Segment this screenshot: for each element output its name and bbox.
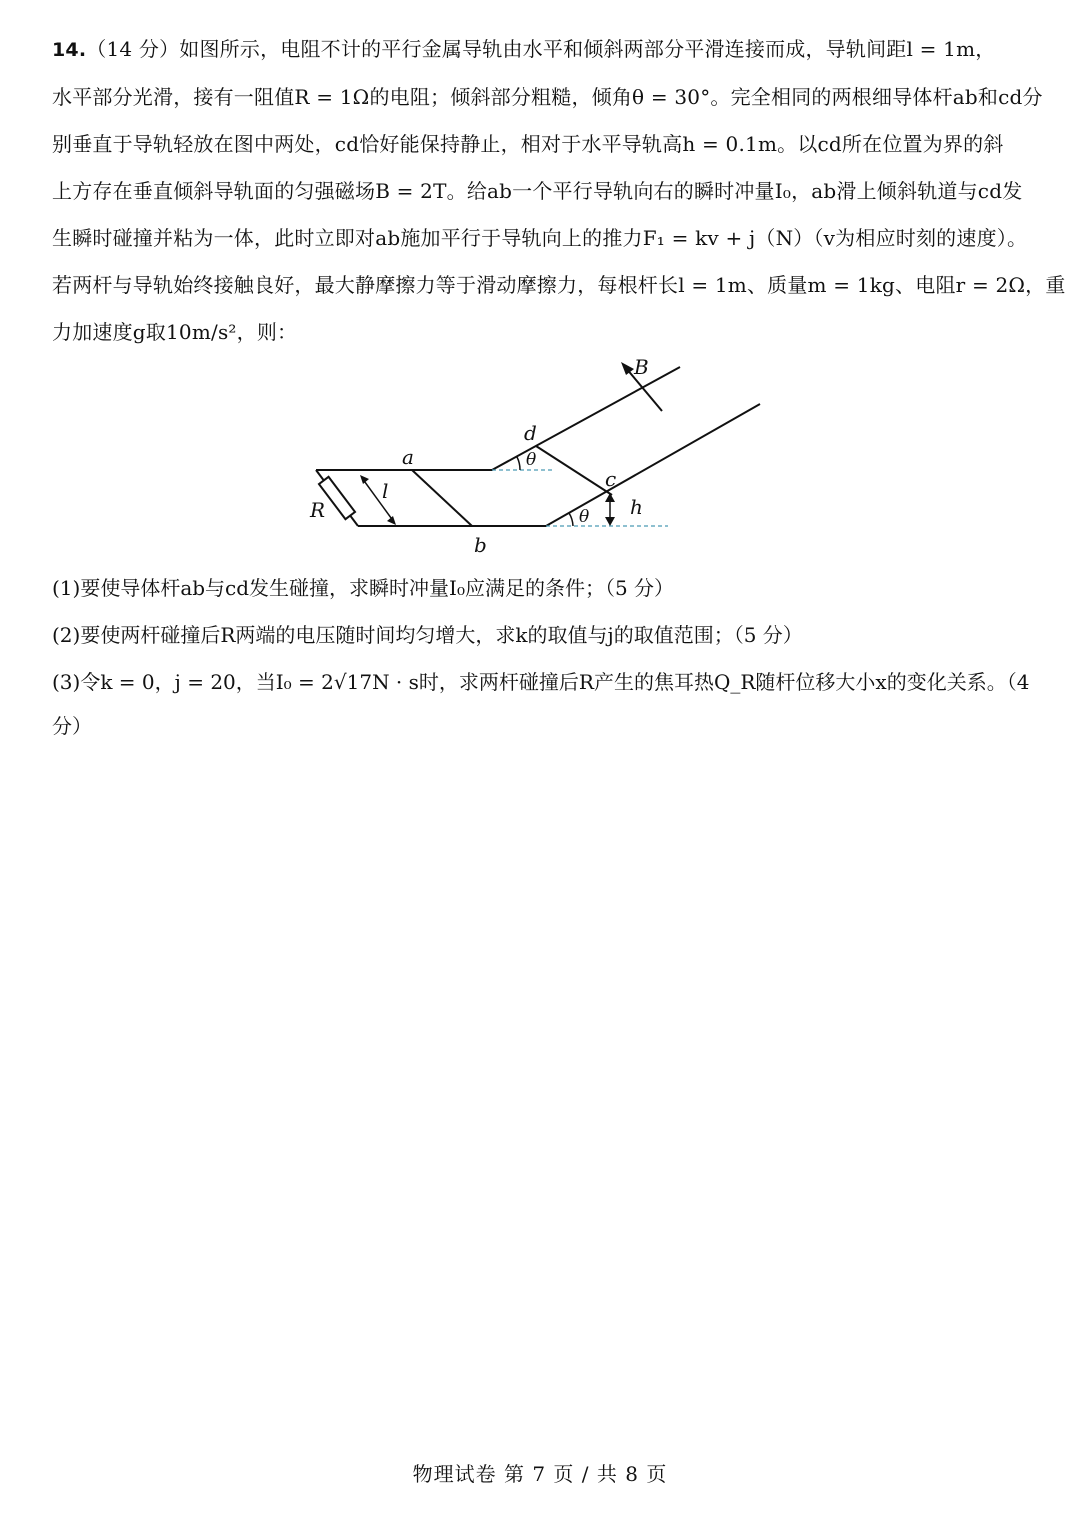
problem-line: 别垂直于导轨轻放在图中两处，cd恰好能保持静止，相对于水平导轨高h = 0.1m。以cd所在位置为界的斜 bbox=[52, 132, 1004, 156]
problem-line: 14.（14 分）如图所示，电阻不计的平行金属导轨由水平和倾斜两部分平滑连接而成，导轨间距l = 1m， bbox=[52, 37, 996, 61]
label-c: c bbox=[605, 467, 617, 491]
l-dimension-arrow bbox=[362, 478, 394, 522]
question-3: (3)令k = 0，j = 20，当I₀ = 2√17N · s时，求两杆碰撞后R产生的焦耳热Q_R随杆位移大小x的变化关系。（4 分） bbox=[52, 670, 1030, 738]
lower-rail bbox=[358, 404, 760, 526]
angle-arc-top bbox=[517, 457, 520, 470]
problem-line: 力加速度g取10m/s²，则： bbox=[52, 320, 298, 344]
problem-line: 若两杆与导轨始终接触良好，最大静摩擦力等于滑动摩擦力，每根杆长l = 1m、质量m = 1kg、电阻r = 2Ω，重 bbox=[52, 273, 1066, 297]
label-B: B bbox=[634, 355, 649, 379]
question-1: (1)要使导体杆ab与cd发生碰撞，求瞬时冲量I₀应满足的条件；（5 分） bbox=[52, 576, 675, 600]
rail-diagram bbox=[290, 345, 790, 565]
label-l: l bbox=[382, 479, 389, 503]
label-R: R bbox=[310, 498, 326, 522]
label-theta-top: θ bbox=[526, 450, 537, 470]
problem-line: 生瞬时碰撞并粘为一体，此时立即对ab施加平行于导轨向上的推力F₁ = kv + j（N）（v为相应时刻的速度）。 bbox=[52, 226, 1028, 250]
problem-statement bbox=[52, 26, 1066, 356]
label-a: a bbox=[402, 445, 414, 469]
angle-arc-bottom bbox=[569, 513, 573, 526]
question-2: (2)要使两杆碰撞后R两端的电压随时间均匀增大，求k的取值与j的取值范围；（5 分） bbox=[52, 623, 803, 647]
l-arrowhead-top bbox=[360, 475, 369, 484]
label-d: d bbox=[524, 421, 537, 445]
label-b: b bbox=[474, 533, 487, 557]
l-arrowhead-bottom bbox=[387, 516, 396, 525]
page-footer: 物理试卷 第 7 页 / 共 8 页 bbox=[412, 1462, 668, 1486]
problem-line: 水平部分光滑，接有一阻值R = 1Ω的电阻；倾斜部分粗糙，倾角θ = 30°。完全相同的两根细导体杆ab和cd分 bbox=[52, 85, 1043, 109]
h-arrowhead-bottom bbox=[605, 517, 615, 526]
label-theta-bottom: θ bbox=[579, 507, 590, 527]
upper-rail bbox=[316, 367, 680, 470]
problem-line: 上方存在垂直倾斜导轨面的匀强磁场B = 2T。给ab一个平行导轨向右的瞬时冲量I₀，ab滑上倾斜轨道与cd发 bbox=[52, 179, 1023, 203]
h-arrowhead-top bbox=[605, 493, 615, 502]
rod-ab bbox=[412, 470, 472, 526]
rod-cd bbox=[536, 446, 612, 495]
label-h: h bbox=[630, 495, 643, 519]
problem-number: 14. bbox=[52, 39, 87, 61]
b-field-arrowhead bbox=[621, 362, 634, 375]
